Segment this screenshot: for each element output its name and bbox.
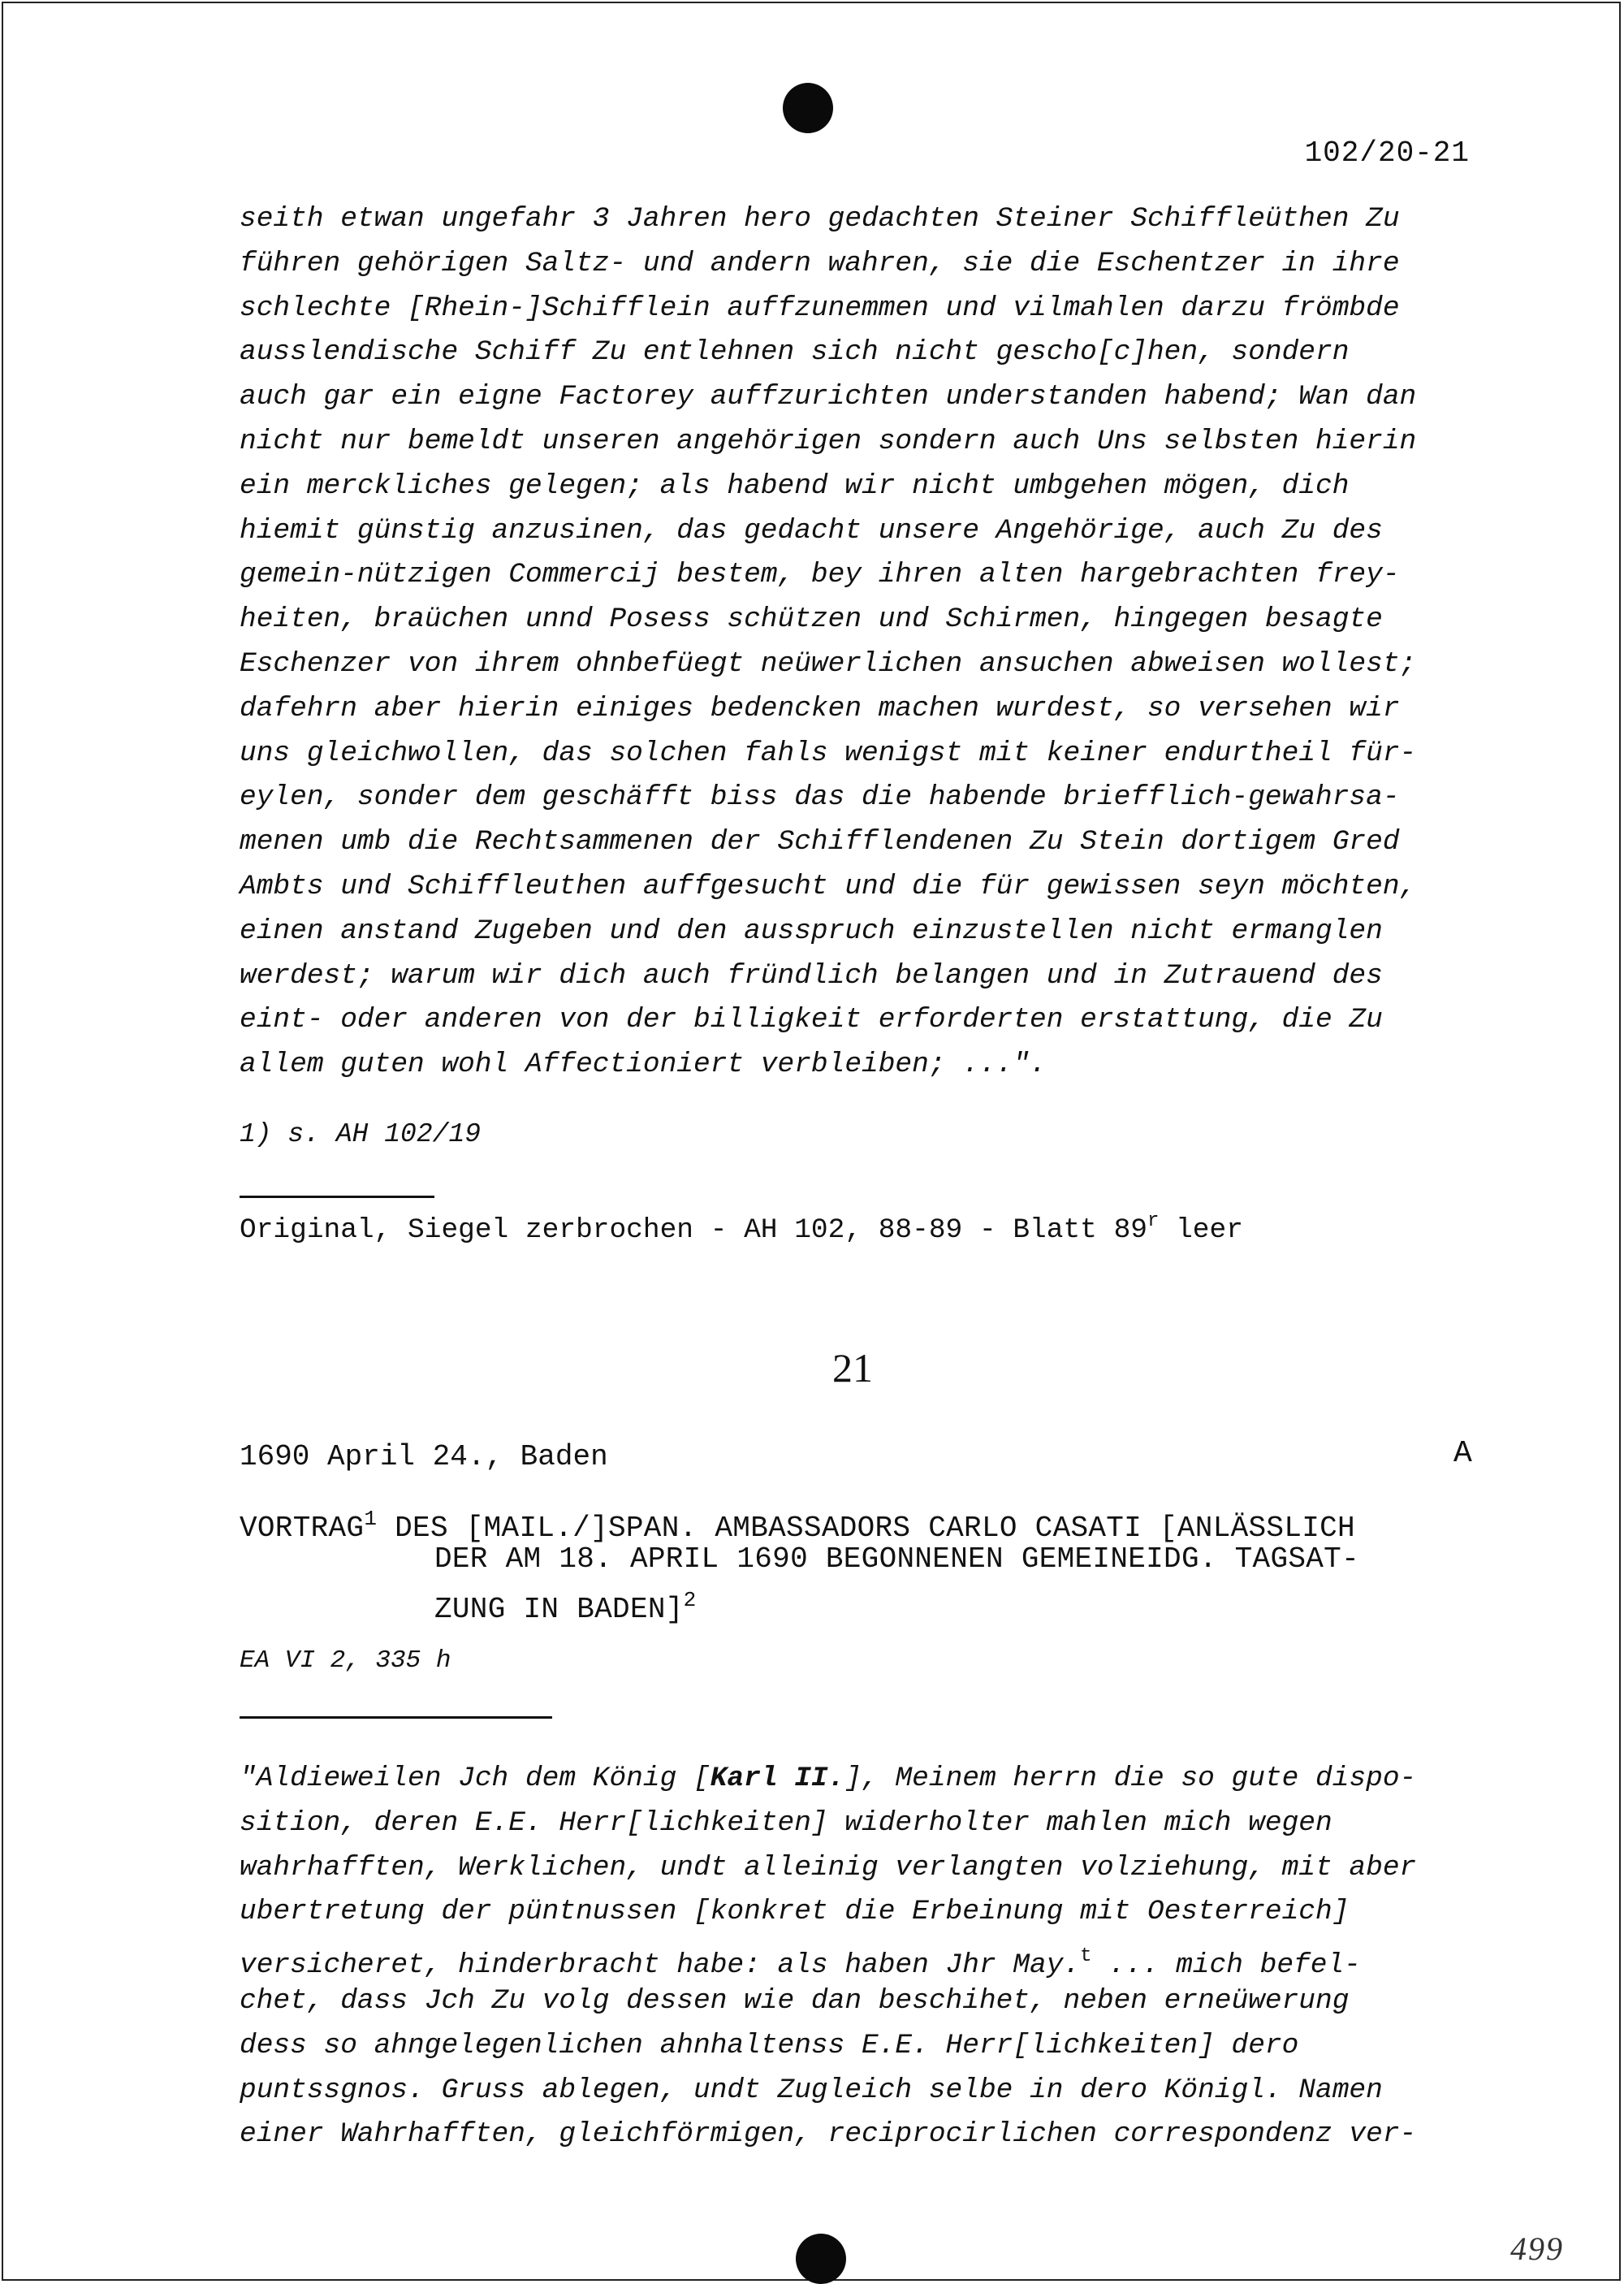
document-date-place: 1690 April 24., Baden <box>240 1440 608 1473</box>
speech-body <box>240 1757 1482 2157</box>
text-line: sition, deren E.E. Herr[lichkeiten] widerholter mahlen mich wegen <box>240 1806 1332 1839</box>
text-line: puntssgnos. Gruss ablegen, undt Zugleich selbe in dero Königl. Namen <box>240 2074 1383 2106</box>
speech-line1-post: ], Meinem herrn die so gute dispo- <box>844 1763 1417 1794</box>
text-line: allem guten wohl Affectioniert verbleiben; ...". <box>240 1049 1047 1081</box>
text-line: Ambts und Schiffleuthen auffgesucht und die für gewissen seyn möchten, <box>240 870 1417 902</box>
text-line: gemein-nützigen Commercij bestem, bey ihren alten hargebrachten frey- <box>240 559 1400 591</box>
text-line: nicht nur bemeldt unseren angehörigen sondern auch Uns selbsten hierin <box>240 425 1417 457</box>
text-line: hiemit günstig anzusinen, das gedacht unsere Angehörige, auch Zu des <box>240 514 1383 547</box>
text-line: einer Wahrhafften, gleichförmigen, reciprocirlichen correspondenz ver- <box>240 2118 1417 2151</box>
divider-rule <box>240 1196 434 1198</box>
text-line: eylen, sonder dem geschäfft biss das die habende briefflich-gewahrsa- <box>240 781 1400 814</box>
divider-rule <box>240 1716 552 1719</box>
text-line <box>240 1757 1482 1802</box>
text-line: ubertretung der püntnussen [konkret die Erbeinung mit Oesterreich] <box>240 1896 1350 1928</box>
heading-line: DER AM 18. APRIL 1690 BEGONNENEN GEMEINEIDG. TAGSAT- <box>434 1542 1359 1576</box>
document-heading <box>240 1499 1359 1626</box>
text-line: ein merckliches gelegen; als habend wir nicht umbgehen mögen, dich <box>240 469 1350 502</box>
footnote: 1) s. AH 102/19 <box>240 1119 482 1149</box>
text-line: menen umb die Rechtsammenen der Schifflendenen Zu Stein dortigem Gred <box>240 826 1400 859</box>
speech-line5-post: ... mich befel- <box>1091 1949 1361 1982</box>
heading-footnote-1: 1 <box>364 1507 378 1531</box>
text-line: ausslendische Schiff Zu entlehnen sich nicht gescho[c]hen, sondern <box>240 336 1350 369</box>
heading-footnote-2: 2 <box>683 1588 697 1612</box>
punch-hole-top <box>783 83 833 133</box>
page-id-label: 102/20-21 <box>1304 136 1470 170</box>
speech-line1-bold: Karl II. <box>710 1763 845 1794</box>
speech-line1-pre: "Aldieweilen Jch dem König [ <box>240 1763 710 1794</box>
text-line: schlechte [Rhein-]Schifflein auffzunemmen und vilmahlen darzu frömbde <box>240 292 1400 324</box>
source-note-superscript: r <box>1147 1210 1160 1232</box>
text-line: uns gleichwollen, das solchen fahls wenigst mit keiner endurtheil für- <box>240 737 1417 769</box>
text-line: chet, dass Jch Zu volg dessen wie dan beschihet, neben erneüwerung <box>240 1984 1350 2017</box>
text-line <box>240 1935 1482 1982</box>
speech-line5-pre: versicheret, hinderbracht habe: als haben Jhr May. <box>240 1949 1081 1982</box>
punch-hole-bottom <box>796 2234 846 2284</box>
heading-line <box>240 1580 1359 1626</box>
source-note <box>240 1210 1243 1246</box>
speech-superscript: t <box>1080 1945 1092 1968</box>
text-line: führen gehörigen Saltz- und andern wahren, sie die Eschentzer in ihre <box>240 247 1400 279</box>
source-note-tail: leer <box>1159 1214 1243 1246</box>
text-line: heiten, braüchen unnd Posess schützen und Schirmen, hingegen besagte <box>240 603 1383 636</box>
heading-line <box>240 1499 1359 1545</box>
edition-reference: EA VI 2, 335 h <box>240 1646 451 1675</box>
letter-body <box>240 197 1482 1088</box>
document-number: 21 <box>832 1345 873 1391</box>
heading-line1-post: DES [MAIL./]SPAN. AMBASSADORS CARLO CASATI [ANLÄSSLICH <box>377 1512 1355 1545</box>
text-line: Eschenzer von ihrem ohnbefüegt neüwerlichen ansuchen abweisen wollest; <box>240 647 1417 680</box>
text-line: eint- oder anderen von der billigkeit erforderten erstattung, die Zu <box>240 1004 1383 1036</box>
document-type-marker: A <box>1453 1436 1472 1471</box>
text-line: dafehrn aber hierin einiges bedencken machen wurdest, so versehen wir <box>240 692 1400 725</box>
text-line: wahrhafften, Werklichen, undt alleinig verlangten volziehung, mit aber <box>240 1851 1417 1884</box>
handwritten-page-number: 499 <box>1510 2230 1564 2267</box>
text-line: seith etwan ungefahr 3 Jahren hero gedachten Steiner Schiffleüthen Zu <box>240 203 1400 235</box>
text-line: dess so ahngelegenlichen ahnhaltenss E.E. Herr[lichkeiten] dero <box>240 2029 1299 2061</box>
heading-line1-pre: VORTRAG <box>240 1512 365 1545</box>
text-line: auch gar ein eigne Factorey auffzurichten understanden habend; Wan dan <box>240 381 1417 413</box>
text-line: einen anstand Zugeben und den ausspruch einzustellen nicht ermanglen <box>240 915 1383 947</box>
text-line: werdest; warum wir dich auch fründlich belangen und in Zutrauend des <box>240 959 1383 992</box>
heading-line3-pre: ZUNG IN BADEN] <box>434 1593 684 1626</box>
source-note-main: Original, Siegel zerbrochen - AH 102, 88-89 - Blatt 89 <box>240 1214 1147 1246</box>
